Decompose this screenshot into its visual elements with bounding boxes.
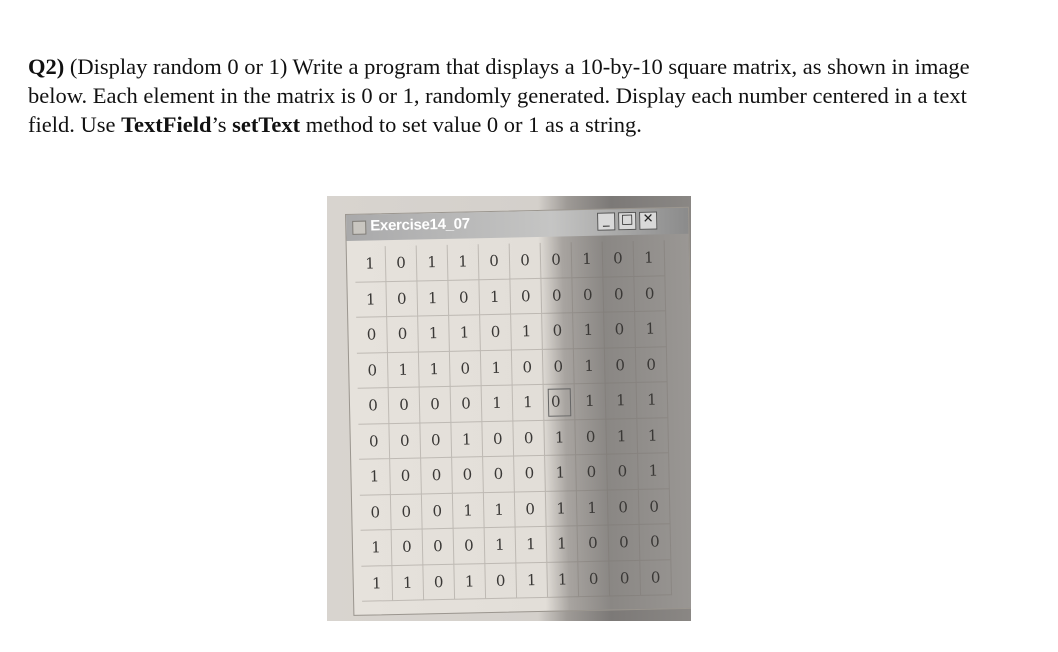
matrix-text-field[interactable]: 0 — [514, 456, 546, 492]
matrix-text-field[interactable]: 1 — [453, 493, 485, 529]
matrix-text-field[interactable]: 0 — [421, 458, 453, 494]
matrix-text-field[interactable]: 1 — [355, 246, 387, 282]
matrix-text-field[interactable]: 1 — [547, 526, 579, 562]
matrix-text-field[interactable]: 1 — [451, 422, 483, 458]
matrix-text-field[interactable]: 1 — [449, 315, 481, 351]
matrix-text-field[interactable]: 0 — [482, 421, 514, 457]
matrix-text-field[interactable]: 0 — [640, 524, 672, 560]
matrix-text-field[interactable]: 0 — [604, 312, 636, 348]
matrix-text-field[interactable]: 1 — [577, 490, 609, 526]
matrix-text-field[interactable]: 0 — [636, 347, 668, 383]
matrix-text-field[interactable]: 0 — [386, 281, 418, 317]
matrix-text-field[interactable]: 0 — [392, 529, 424, 565]
matrix-text-field[interactable]: 0 — [541, 242, 573, 278]
matrix-text-field[interactable]: 1 — [575, 384, 607, 420]
matrix-text-field[interactable]: 0 — [420, 422, 452, 458]
matrix-text-field[interactable]: 1 — [544, 420, 576, 456]
matrix-text-field[interactable]: 1 — [573, 313, 605, 349]
matrix-text-field[interactable]: 1 — [361, 566, 393, 602]
matrix-text-field[interactable]: 0 — [607, 454, 639, 490]
matrix-text-field[interactable]: 1 — [355, 282, 387, 318]
matrix-text-field[interactable]: 1 — [572, 242, 604, 278]
matrix-text-field[interactable]: 0 — [543, 349, 575, 385]
matrix-text-field[interactable]: 0 — [479, 244, 511, 280]
matrix-text-field[interactable]: 1 — [448, 244, 480, 280]
matrix-text-field[interactable]: 0 — [480, 315, 512, 351]
matrix-text-field[interactable]: 0 — [423, 564, 455, 600]
settext-method-name: setText — [232, 112, 301, 137]
matrix-text-field[interactable]: 1 — [419, 351, 451, 387]
matrix-text-field[interactable]: 1 — [546, 491, 578, 527]
matrix-text-field[interactable]: 0 — [640, 560, 672, 596]
matrix-text-field[interactable]: 0 — [510, 278, 542, 314]
matrix-text-field[interactable]: 0 — [576, 455, 608, 491]
matrix-text-field[interactable]: 0 — [422, 493, 454, 529]
matrix-text-field[interactable]: 1 — [417, 280, 449, 316]
matrix-text-field[interactable]: 0 — [485, 563, 517, 599]
matrix-text-field[interactable]: 0 — [423, 529, 455, 565]
matrix-text-field[interactable]: 0 — [512, 349, 544, 385]
java-app-icon — [352, 221, 366, 235]
matrix-text-field[interactable]: 1 — [361, 530, 393, 566]
question-text-part-2: ’s — [211, 112, 233, 137]
question-text-part-3: method to set value 0 or 1 as a string. — [300, 112, 642, 137]
app-window — [345, 207, 691, 616]
matrix-text-field[interactable]: 1 — [516, 527, 548, 563]
matrix-text-field[interactable]: 0 — [483, 457, 515, 493]
matrix-text-field[interactable]: 0 — [634, 276, 666, 312]
question-text — [28, 52, 1008, 139]
matrix-text-field[interactable]: 0 — [420, 387, 452, 423]
matrix-text-field[interactable]: 1 — [606, 418, 638, 454]
maximize-button[interactable]: □ — [618, 212, 636, 230]
matrix-text-field[interactable]: 0 — [450, 351, 482, 387]
matrix-text-field[interactable]: 1 — [634, 240, 666, 276]
title-bar[interactable] — [346, 208, 688, 241]
close-button[interactable]: ✕ — [639, 211, 657, 229]
matrix-text-field[interactable]: 0 — [575, 419, 607, 455]
matrix-text-field[interactable]: 1 — [638, 453, 670, 489]
matrix-text-field[interactable]: 0 — [357, 353, 389, 389]
matrix-text-field[interactable]: 0 — [358, 424, 390, 460]
matrix-text-field[interactable]: 0 — [510, 243, 542, 279]
minimize-button[interactable]: _ — [597, 212, 615, 230]
matrix-text-field[interactable]: 0 — [572, 277, 604, 313]
matrix-text-field[interactable]: 1 — [513, 385, 545, 421]
matrix-text-field[interactable]: 0 — [386, 246, 418, 282]
matrix-text-field[interactable]: 0 — [542, 313, 574, 349]
matrix-text-field[interactable]: 1 — [637, 418, 669, 454]
matrix-text-field[interactable]: 1 — [482, 386, 514, 422]
matrix-text-field[interactable]: 0 — [454, 528, 486, 564]
matrix-text-field[interactable]: 0 — [541, 278, 573, 314]
matrix-text-field[interactable]: 1 — [545, 455, 577, 491]
matrix-text-field[interactable]: 0 — [387, 316, 419, 352]
matrix-text-field[interactable]: 0 — [608, 489, 640, 525]
matrix-text-field[interactable]: 0 — [639, 489, 671, 525]
matrix-text-field[interactable]: 0 — [358, 388, 390, 424]
matrix-text-field[interactable]: 1 — [485, 527, 517, 563]
matrix-text-field[interactable]: 0 — [451, 386, 483, 422]
matrix-text-field[interactable]: 1 — [547, 562, 579, 598]
matrix-text-field[interactable]: 0 — [452, 457, 484, 493]
matrix-text-field[interactable]: 1 — [418, 316, 450, 352]
matrix-text-field[interactable]: 1 — [516, 562, 548, 598]
matrix-text-field[interactable]: 1 — [606, 383, 638, 419]
matrix-text-field[interactable]: 1 — [481, 350, 513, 386]
matrix-text-field[interactable]: 1 — [359, 459, 391, 495]
matrix-text-field[interactable]: 0 — [544, 384, 576, 420]
matrix-text-field[interactable]: 0 — [609, 560, 641, 596]
matrix-text-field[interactable]: 0 — [603, 276, 635, 312]
matrix-text-field[interactable]: 0 — [360, 495, 392, 531]
matrix-text-field[interactable]: 0 — [578, 526, 610, 562]
matrix-text-field[interactable]: 1 — [392, 565, 424, 601]
matrix-text-field[interactable]: 1 — [388, 352, 420, 388]
matrix-text-field[interactable]: 1 — [637, 382, 669, 418]
matrix-text-field[interactable]: 0 — [390, 458, 422, 494]
matrix-text-field[interactable]: 1 — [417, 245, 449, 281]
matrix-text-field[interactable]: 1 — [574, 348, 606, 384]
matrix-text-field[interactable]: 1 — [484, 492, 516, 528]
matrix-text-field[interactable]: 1 — [511, 314, 543, 350]
matrix-text-field[interactable]: 0 — [448, 280, 480, 316]
matrix-text-field[interactable]: 0 — [391, 494, 423, 530]
matrix-text-field[interactable]: 0 — [389, 387, 421, 423]
matrix-text-field[interactable]: 0 — [603, 241, 635, 277]
matrix-text-field[interactable]: 0 — [609, 525, 641, 561]
matrix-text-field[interactable]: 0 — [356, 317, 388, 353]
question-text-part-1: (Display random 0 or 1) Write a program that displays a 10-by-10 square matrix, as shown in image below. Each element in the matrix is 0 or 1, randomly generated. Display each number centered in a text field. Use — [28, 54, 970, 137]
matrix-text-field[interactable]: 0 — [578, 561, 610, 597]
matrix-text-field[interactable]: 0 — [389, 423, 421, 459]
question-label: Q2) — [28, 54, 65, 79]
matrix-grid — [355, 240, 672, 601]
matrix-text-field[interactable]: 1 — [635, 311, 667, 347]
matrix-text-field[interactable]: 1 — [454, 564, 486, 600]
matrix-text-field[interactable]: 0 — [515, 491, 547, 527]
textfield-class-name: TextField — [121, 112, 212, 137]
matrix-text-field[interactable]: 0 — [513, 420, 545, 456]
screenshot-photo — [327, 196, 691, 621]
matrix-text-field[interactable]: 0 — [605, 347, 637, 383]
window-title: Exercise14_07 — [370, 215, 470, 235]
matrix-text-field[interactable]: 1 — [479, 279, 511, 315]
